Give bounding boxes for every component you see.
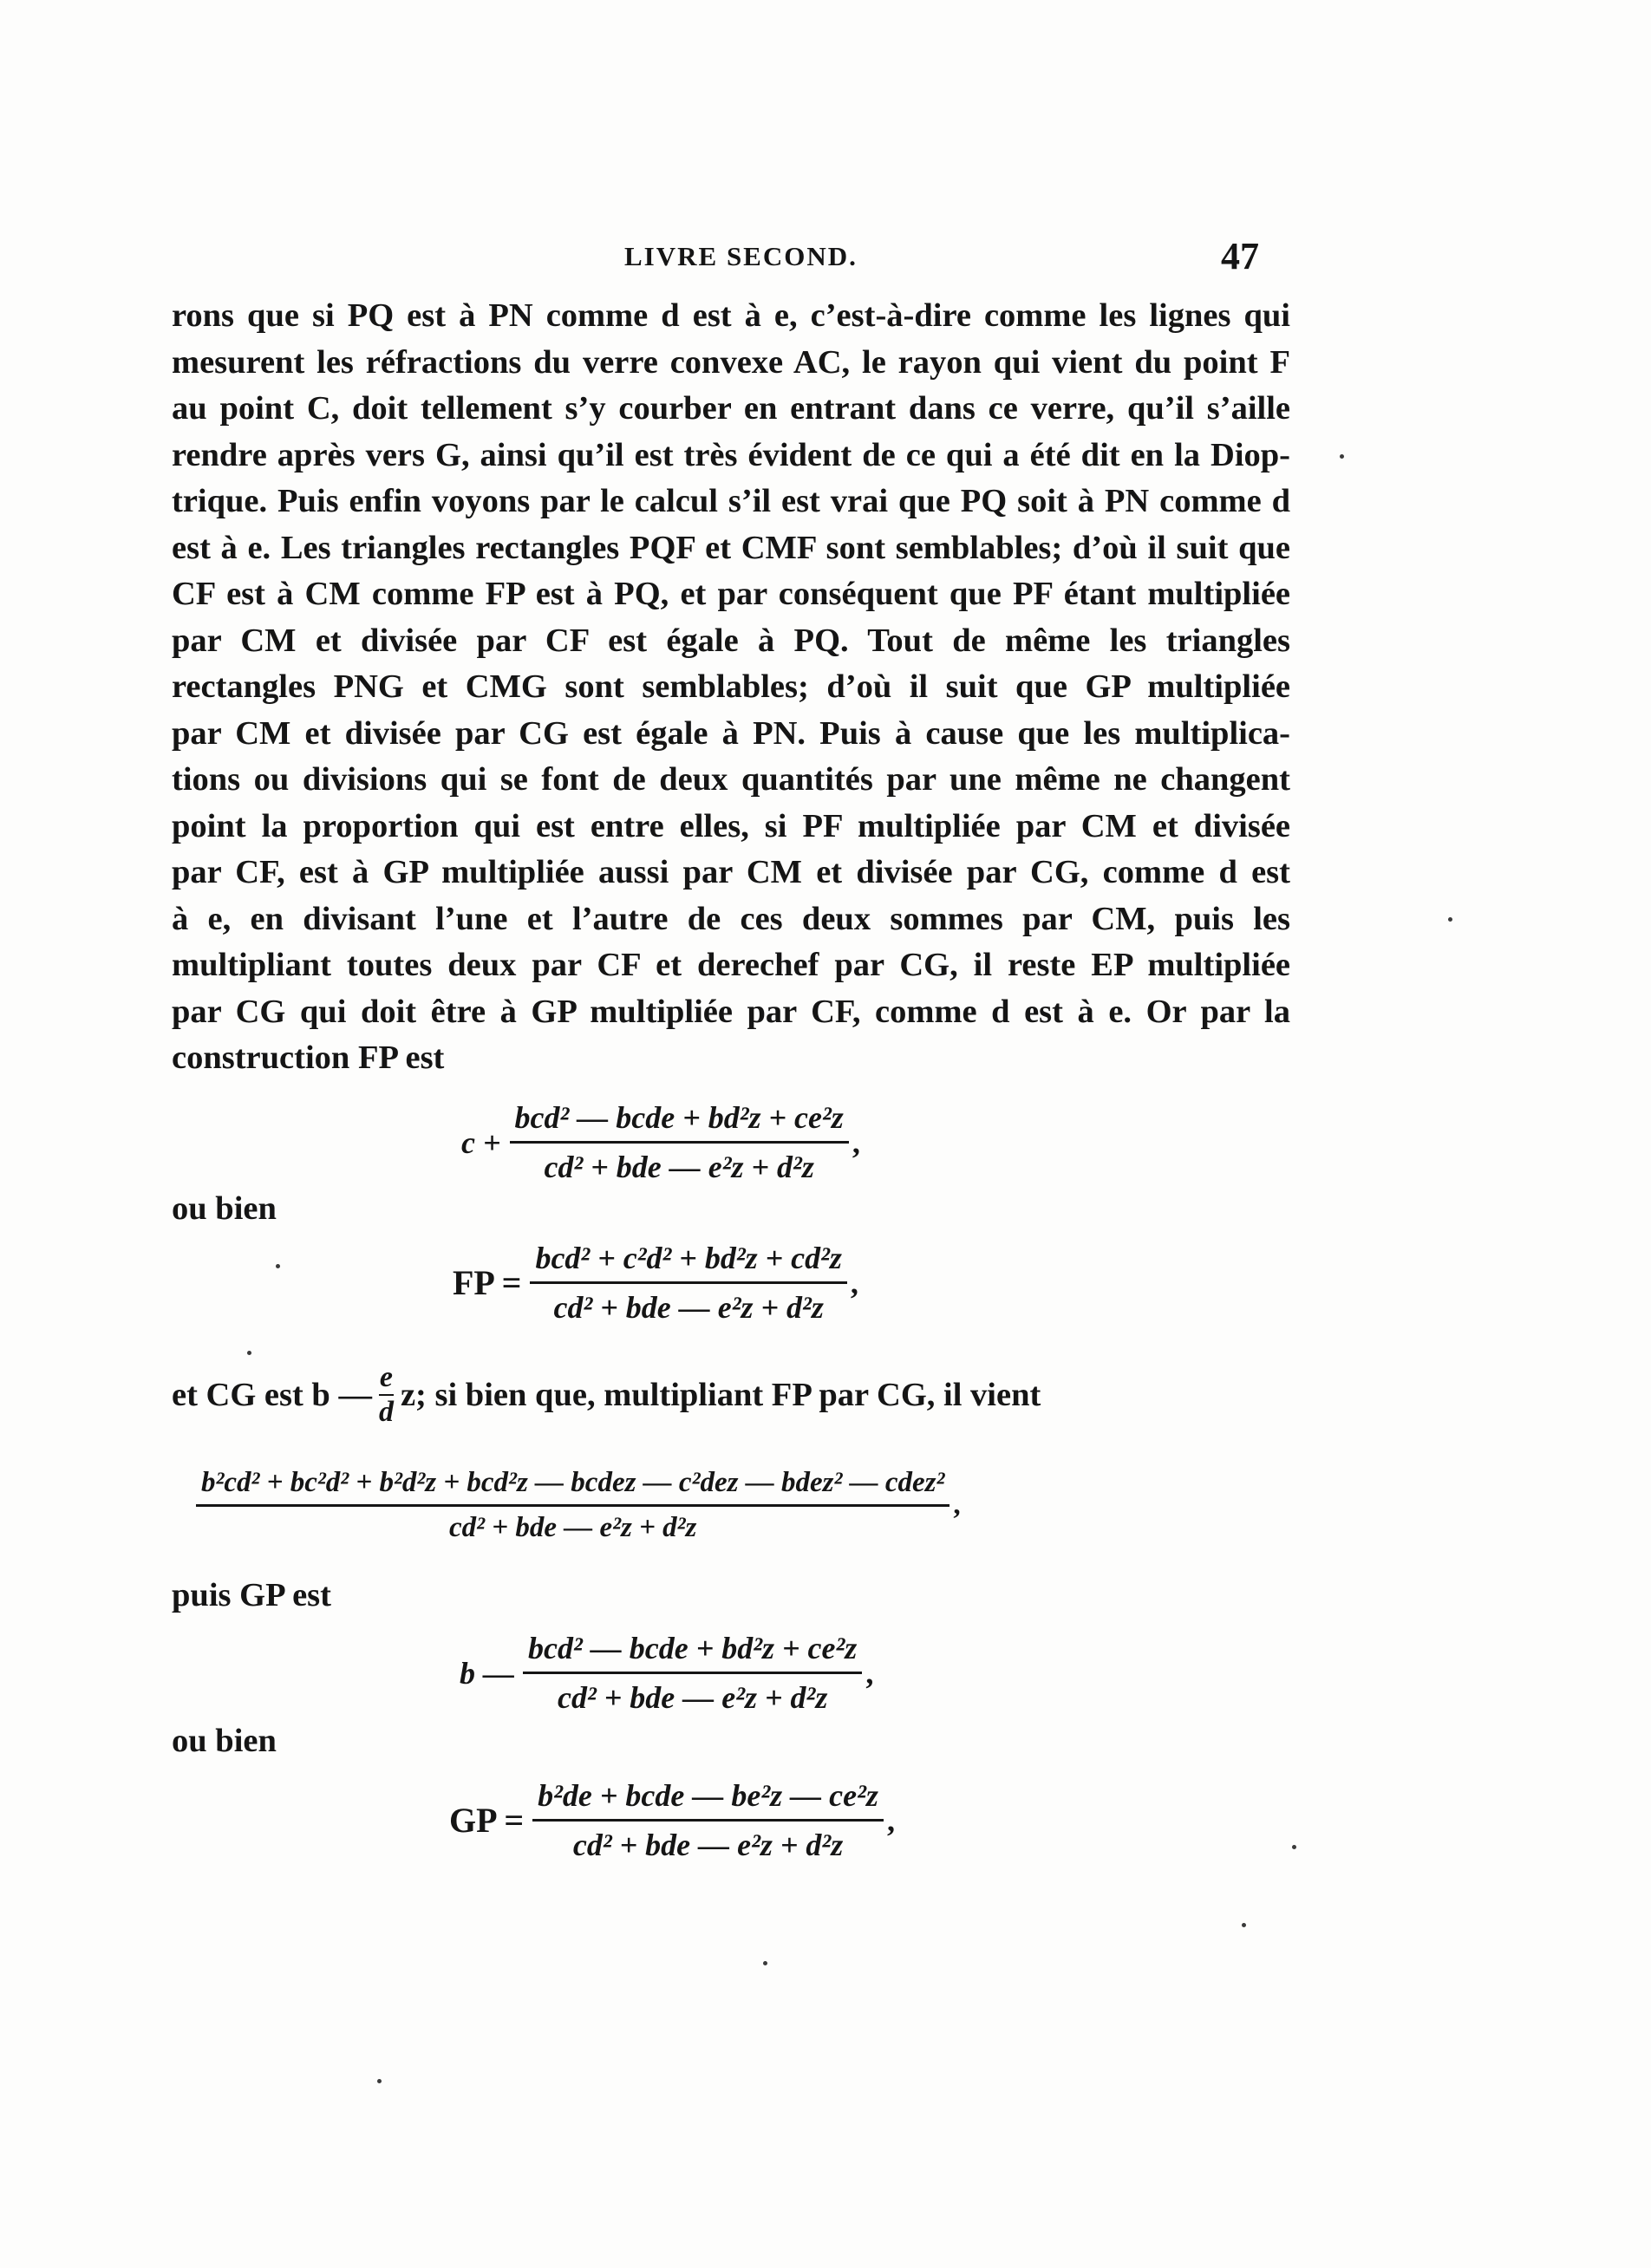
- inline-fraction-denominator: d: [378, 1396, 394, 1428]
- page-number: 47: [1221, 235, 1259, 277]
- paper-speck: [1292, 1845, 1296, 1849]
- main-paragraph: [172, 293, 1290, 1082]
- cg-text-before: et CG est b —: [172, 1377, 372, 1413]
- equation-trailing-comma: ,: [886, 1802, 895, 1838]
- fraction: [196, 1467, 949, 1544]
- fraction-numerator: bcd² + c²d² + bd²z + cd²z: [535, 1241, 842, 1275]
- connector-puis-gp-est: puis GP est: [172, 1577, 331, 1613]
- fraction-denominator: cd² + bde — e²z + d²z: [572, 1828, 844, 1862]
- text-line: mesurent les réfractions du verre convexe AC, le rayon qui vient du point F: [172, 343, 1290, 381]
- fraction-denominator: cd² + bde — e²z + d²z: [557, 1680, 828, 1715]
- text-line: par CG qui doit être à GP multipliée par CF, comme d est à e. Or par la: [172, 993, 1290, 1030]
- text-line: rons que si PQ est à PN comme d est à e, c’est-à-dire comme les lignes qui: [172, 297, 1290, 334]
- equation-trailing-comma: ,: [865, 1655, 874, 1691]
- fraction: [523, 1630, 862, 1716]
- text-line: rectangles PNG et CMG sont semblables; d’où il suit que GP multipliée: [172, 668, 1290, 705]
- equation-gp: [449, 1777, 895, 1863]
- fraction-denominator: cd² + bde — e²z + d²z: [448, 1512, 697, 1543]
- equation-gp-difference: [460, 1630, 873, 1716]
- equation-trailing-comma: ,: [850, 1265, 858, 1300]
- equation-fp-times-cg: [196, 1467, 961, 1544]
- equation-fp: [453, 1240, 858, 1326]
- inline-fraction: [379, 1361, 394, 1429]
- text-line: point la proportion qui est entre elles, si PF multipliée par CM et divisée: [172, 807, 1290, 844]
- text-line: à e, en divisant l’une et l’autre de ces deux sommes par CM, puis les: [172, 900, 1290, 937]
- connector-ou-bien-1: ou bien: [172, 1190, 277, 1227]
- paper-speck: [1242, 1923, 1246, 1927]
- fraction-denominator: cd² + bde — e²z + d²z: [544, 1150, 814, 1184]
- connector-ou-bien-2: ou bien: [172, 1723, 277, 1759]
- text-line: est à e. Les triangles rectangles PQF et CMF sont semblables; d’où il suit que: [172, 529, 1290, 566]
- text-line: par CF, est à GP multipliée aussi par CM et divisée par CG, comme d est: [172, 854, 1290, 890]
- fraction: [530, 1240, 846, 1326]
- text-line: par CM et divisée par CF est égale à PQ. Tout de même les triangles: [172, 622, 1290, 659]
- text-line: trique. Puis enfin voyons par le calcul s’il est vrai que PQ soit à PN comme d: [172, 483, 1290, 519]
- running-title: LIVRE SECOND.: [624, 241, 858, 271]
- paper-speck: [1340, 454, 1344, 459]
- fraction: [510, 1099, 849, 1185]
- fraction-numerator: b²de + bcde — be²z — ce²z: [538, 1778, 878, 1813]
- equation-trailing-comma: ,: [953, 1489, 961, 1521]
- inline-fraction-numerator: e: [379, 1361, 394, 1393]
- cg-text-after: z; si bien que, multipliant FP par CG, il vient: [400, 1377, 1041, 1413]
- equation-lhs: FP =: [453, 1263, 522, 1302]
- paper-speck: [1448, 917, 1452, 922]
- text-line: par CM et divisée par CG est égale à PN. Puis à cause que les multiplica-: [172, 714, 1290, 752]
- text-line: au point C, doit tellement s’y courber en entrant dans ce verre, qu’il s’aille: [172, 390, 1290, 427]
- equation-lhs: GP =: [449, 1801, 525, 1840]
- equation-trailing-comma: ,: [852, 1124, 860, 1160]
- text-line: CF est à CM comme FP est à PQ, et par conséquent que PF étant multipliée: [172, 576, 1290, 612]
- text-line: rendre après vers G, ainsi qu’il est très évident de ce qui a été dit en la Diop-: [172, 436, 1290, 473]
- equation-lhs: b —: [460, 1655, 514, 1691]
- fraction-denominator: cd² + bde — e²z + d²z: [553, 1290, 824, 1325]
- paper-speck: [276, 1264, 280, 1268]
- fraction-numerator: bcd² — bcde + bd²z + ce²z: [528, 1631, 858, 1665]
- text-line: construction FP est: [172, 1040, 445, 1076]
- cg-definition-line: [172, 1361, 1041, 1429]
- fraction: [532, 1777, 884, 1863]
- equation-fp-sum: [461, 1099, 860, 1185]
- paper-speck: [377, 2079, 382, 2083]
- paper-speck: [247, 1351, 251, 1355]
- paper-speck: [763, 1961, 767, 1965]
- fraction-numerator: b²cd² + bc²d² + b²d²z + bcd²z — bcdez — c²dez — bdez² — cdez²: [201, 1467, 945, 1498]
- equation-lhs: c +: [461, 1124, 501, 1160]
- text-line: multipliant toutes deux par CF et derechef par CG, il reste EP multipliée: [172, 947, 1290, 983]
- fraction-numerator: bcd² — bcde + bd²z + ce²z: [514, 1100, 844, 1135]
- text-line: tions ou divisions qui se font de deux quantités par une même ne changent: [172, 761, 1290, 798]
